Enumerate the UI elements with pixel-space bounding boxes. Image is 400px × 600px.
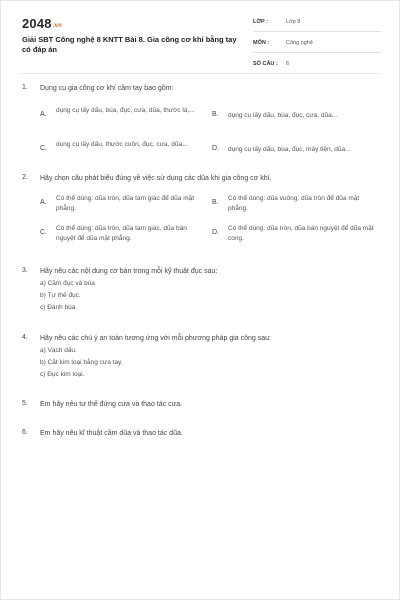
option-text: dụng cụ lấy dấu, búa, đục, cưa, dũa, thước lá,... [56,107,195,114]
meta-value: Công nghệ [286,40,313,46]
question-text: Em hãy nêu kĩ thuật cầm dũa và thao tác dũa. [40,430,183,437]
option-text: dụng cụ lấy dấu, thước cuộn, đục, cưa, dũa... [56,141,188,148]
option-text: dụng cụ lấy dấu, búa, đục, cưa, dũa... [228,112,338,119]
question-number: 3. [22,267,28,274]
meta-label: LỚP : [253,19,268,25]
meta-row-count [253,57,381,74]
option-text: dụng cụ lấy dấu, búa, đục, máy tiện, dũa... [228,146,351,153]
meta-value: 6 [286,61,290,67]
sub-item: b) Cắt kim loại bằng cưa tay. [40,359,123,366]
question-number: 4. [22,334,28,341]
document-title: Giải SBT Công nghệ 8 KNTT Bài 8. Gia công cơ khí bằng tay có đáp án [22,35,237,54]
page-header [1,1,400,71]
meta-label: MÔN : [253,40,270,46]
option-letter: C. [40,229,47,236]
meta-label: SỐ CÂU : [253,61,278,67]
option-text: Có thể dùng: dũa tròn, dũa tam giác để dũa mặt phẳng. [56,195,195,212]
option-letter: B. [212,111,219,118]
sub-item: a) Cầm đục và búa [40,280,95,287]
question-number: 5. [22,400,28,407]
sub-item: c) Đánh búa [40,304,76,311]
meta-value: Lớp 8 [286,19,301,25]
sub-item: b) Tư thế đục. [40,292,81,299]
question-number: 1. [22,84,28,91]
question-text: Hãy chọn câu phát biểu đúng về việc sử dụng các dũa khi gia công cơ khí. [40,175,272,182]
question-number: 6. [22,429,28,436]
question-text: Em hãy nêu tư thế đứng cưa và thao tác cưa. [40,401,183,408]
meta-row-class [253,15,381,32]
option-letter: D. [212,229,219,236]
option-letter: A. [40,111,47,118]
sub-item: a) Vạch dấu. [40,347,77,354]
logo-suffix: .vn [52,23,63,29]
option-text: Có thể dùng: dũa vuông, dũa tròn để dũa mặt phẳng. [228,195,360,212]
option-text: Có thể dùng: dũa tròn, dũa bán nguyệt để dũa mặt cong. [228,225,374,242]
option-letter: C. [40,145,47,152]
sub-item: c) Đục kim loại. [40,371,85,378]
header-divider [19,73,381,74]
question-text: Hãy nêu các chú ý an toàn tương ứng với mỗi phương pháp gia công sau: [40,335,271,342]
logo-main: 2048 [22,16,52,31]
option-letter: D. [212,145,219,152]
question-text: Hãy nêu các nội dung cơ bản trong mỗi kỹ thuật đục sau: [40,268,218,275]
option-text: Có thể dùng: dũa tròn, dũa tam giác, dũa bán nguyệt để dũa mặt phẳng. [56,225,187,242]
option-letter: B. [212,199,219,206]
meta-panel [253,15,381,78]
question-text: Dụng cụ gia công cơ khí cầm tay bao gồm: [40,85,174,92]
site-logo[interactable] [22,16,62,31]
question-number: 2. [22,174,28,181]
meta-row-subject [253,36,381,53]
option-letter: A. [40,199,47,206]
